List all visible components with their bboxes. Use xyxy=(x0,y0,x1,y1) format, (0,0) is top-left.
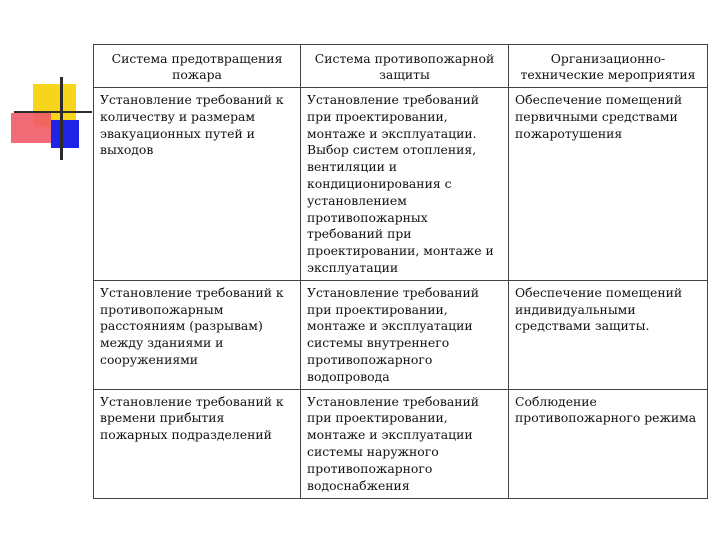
table-cell: Установление требований к противопожарным расстояниям (разрывам) между зданиями и сооружениями xyxy=(94,280,301,389)
table-cell: Установление требований к времени прибытия пожарных подразделений xyxy=(94,389,301,498)
header-organizational-measures: Организационно-технические мероприятия xyxy=(509,45,708,88)
table-cell: Установление требований при проектировании, монтаже и эксплуатации системы наружного противопожарного водоснабжения xyxy=(301,389,509,498)
table-cell: Установление требований при проектировании, монтаже и эксплуатации системы внутреннего противопожарного водопровода xyxy=(301,280,509,389)
ornament-red-block xyxy=(11,113,51,143)
table-cell: Установление требований при проектировании, монтаже и эксплуатации. Выбор систем отопления, вентиляции и кондиционирования с установлением противопожарных требований при проектировании, монтаже и эксплуатации xyxy=(301,88,509,281)
ornament-vertical-line xyxy=(60,77,63,160)
header-fire-prevention-system: Система предотвращения пожара xyxy=(94,45,301,88)
table-row xyxy=(94,280,708,389)
fire-safety-table xyxy=(93,44,708,499)
slide-ornament xyxy=(0,0,100,180)
table-row xyxy=(94,389,708,498)
table-cell: Установление требований к количеству и размерам эвакуационных путей и выходов xyxy=(94,88,301,281)
table-cell: Обеспечение помещений первичными средствами пожаротушения xyxy=(509,88,708,281)
ornament-horizontal-line xyxy=(14,111,92,113)
table-cell: Соблюдение противопожарного режима xyxy=(509,389,708,498)
table-header-row xyxy=(94,45,708,88)
table-row xyxy=(94,88,708,281)
table-cell: Обеспечение помещений индивидуальными средствами защиты. xyxy=(509,280,708,389)
ornament-blue-square xyxy=(51,120,79,148)
header-fire-protection-system: Система противопожарной защиты xyxy=(301,45,509,88)
